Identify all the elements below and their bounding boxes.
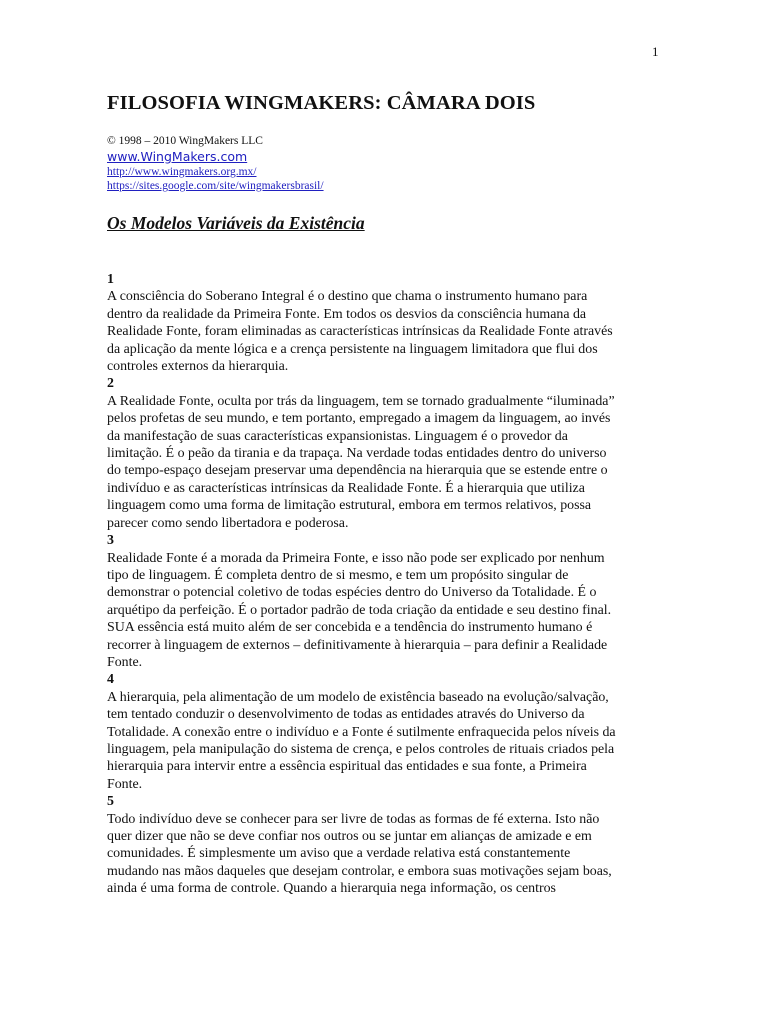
paragraph — [107, 271, 667, 375]
paragraph-number: 1 — [107, 272, 114, 287]
paragraph-line: ainda é uma forma de controle. Quando a hierarquia nega informação, os centros — [107, 881, 556, 897]
paragraph-line: Totalidade. A conexão entre o indivíduo e a Fonte é sutilmente enfraquecida pelos níveis da — [107, 724, 616, 740]
page-number: 1 — [652, 44, 659, 59]
paragraph-line: demonstrar o potencial coletivo de todas espécies dentro do Universo da Totalidade. É o — [107, 585, 597, 601]
brasil-link[interactable]: https://sites.google.com/site/wingmakersbrasil/ — [107, 180, 324, 192]
paragraph-line: da aplicação da mente lógica e a crença persistente na linguagem limitadora que flui dos — [107, 341, 598, 357]
brand-link[interactable]: www.WingMakers.com — [107, 148, 248, 164]
paragraph — [107, 375, 667, 532]
body-text — [107, 271, 667, 898]
paragraph-line: Fonte. — [107, 654, 143, 670]
paragraph-number: 3 — [107, 533, 114, 549]
document-title: FILOSOFIA WINGMAKERS: CÂMARA DOIS — [107, 92, 536, 114]
paragraph — [107, 793, 667, 897]
paragraph-line: limitação. É o peão da tirania e da trapaça. Na verdade todas entidades dentro do universo — [107, 446, 607, 462]
mx-link[interactable]: http://www.wingmakers.org.mx/ — [107, 165, 257, 178]
paragraph-line: quer dizer que não se deve confiar nos outros ou se juntar em alianças de amizade e em — [107, 829, 592, 844]
paragraph-line: Fonte. — [107, 776, 143, 792]
paragraph-line: tem tentado conduzir o desenvolvimento de todas as entidades através do Universo da — [107, 707, 585, 723]
paragraph-line: Todo indivíduo deve se conhecer para ser livre de todas as formas de fé externa. Isto não — [107, 811, 600, 827]
paragraph-line: do tempo-espaço desejam preservar uma dependência na hierarquia que se estende entre o — [107, 463, 608, 479]
paragraph-line: A consciência do Soberano Integral é o destino que chama o instrumento humano para — [107, 289, 588, 305]
paragraph-line: comunidades. É simplesmente um aviso que a verdade relativa está constantemente — [107, 846, 571, 862]
paragraph-line: A hierarquia, pela alimentação de um modelo de existência baseado na evolução/salvação, — [107, 689, 609, 705]
paragraph-number: 2 — [107, 376, 114, 392]
paragraph-line: hierarquia para intervir entre a essência espiritual das entidades e sua fonte, a Primeira — [107, 759, 587, 775]
copyright-line: © 1998 – 2010 WingMakers LLC — [107, 135, 263, 147]
paragraph-number: 5 — [107, 794, 114, 810]
paragraph-line: tipo de linguagem. É completa dentro de si mesmo, e tem um propósito singular de — [107, 567, 569, 583]
paragraph-line: Realidade Fonte, foram eliminadas as características intrínsicas da Realidade Fonte através — [107, 324, 613, 340]
paragraph-line: linguagem como uma forma de limitação estrutural, embora em termos relativos, possa — [107, 498, 592, 514]
paragraph-line: controles externos da hierarquia. — [107, 359, 289, 375]
paragraph-line: A Realidade Fonte, oculta por trás da linguagem, tem se tornado gradualmente “iluminada” — [107, 393, 615, 409]
paragraph-line: linguagem, pela manipulação do sistema de crença, e pelos controles de rituais criados pela — [107, 741, 615, 757]
paragraph-line: mudando nas mãos daqueles que desejam controlar, e embora suas motivações sejam boas, — [107, 863, 612, 879]
paragraph — [107, 532, 667, 671]
paragraph-line: da manifestação de suas características expansionistas. Linguagem é o provedor da — [107, 428, 568, 444]
paragraph-line: Realidade Fonte é a morada da Primeira Fonte, e isso não pode ser explicado por nenhum — [107, 550, 605, 566]
paragraph-line: SUA essência está muito além de ser concebida e a tendência do instrumento humano é — [107, 620, 593, 636]
paragraph — [107, 671, 667, 793]
paragraph-number: 4 — [107, 672, 114, 688]
section-title: Os Modelos Variáveis da Existência — [107, 213, 365, 233]
document-meta — [107, 134, 324, 194]
paragraph-line: arquétipo da perfeição. É o portador padrão de toda criação da entidade e seu destino final. — [107, 602, 612, 618]
paragraph-line: parecer como sendo libertadora e poderosa. — [107, 515, 349, 531]
paragraph-line: indivíduo e as características intrínsicas da Realidade Fonte. É a hierarquia que utiliza — [107, 480, 585, 496]
paragraph-line: pelos profetas de seu mundo, e tem portanto, empregado a imagem da linguagem, ao invés — [107, 411, 611, 427]
paragraph-line: recorrer à linguagem de externos – definitivamente à hierarquia – para definir a Realidade — [107, 637, 608, 653]
paragraph-line: dentro da realidade da Primeira Fonte. Em todos os desvios da consciência humana da — [107, 306, 587, 322]
